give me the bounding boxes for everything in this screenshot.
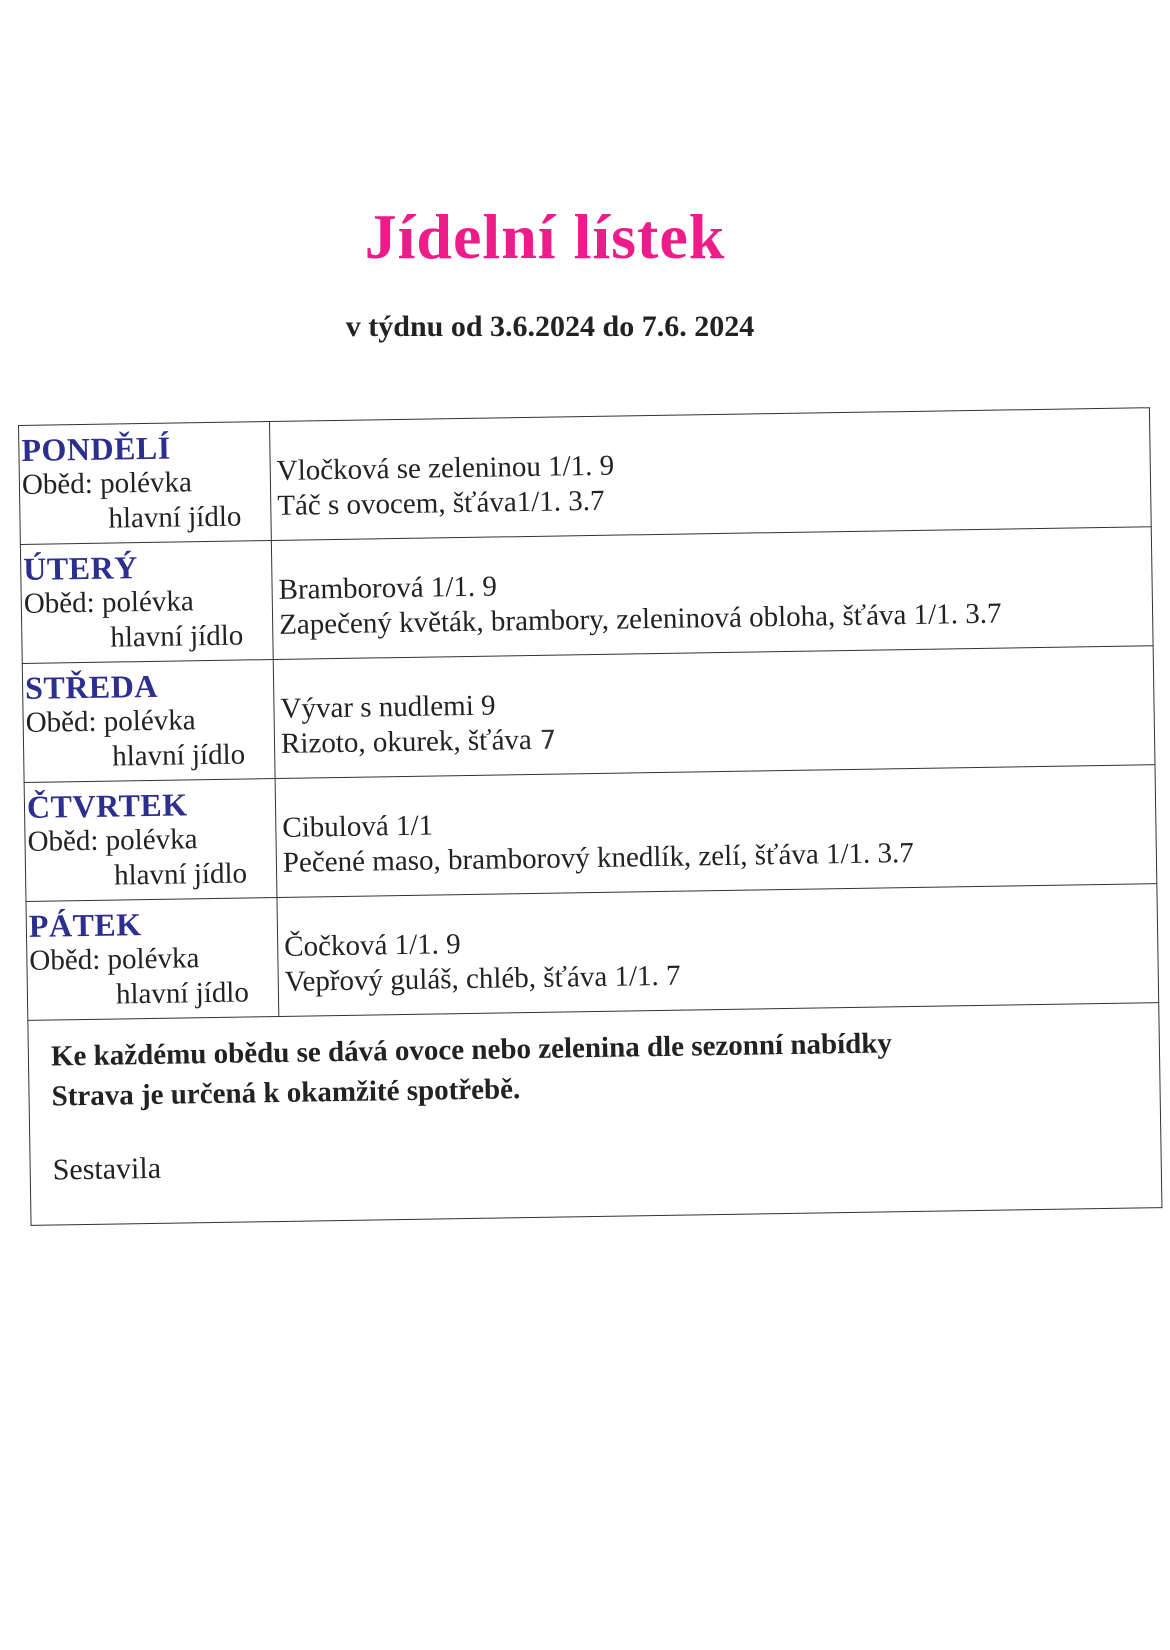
main-label: hlavní jídlo: [110, 619, 244, 654]
main-label: hlavní jídlo: [113, 857, 248, 892]
day-label-cell: [26, 897, 279, 1020]
soup-label: Oběd: polévka: [27, 823, 198, 858]
menu-sheet: [18, 407, 1162, 1226]
main-label: hlavní jídlo: [108, 500, 242, 535]
soup-label: Oběd: polévka: [25, 704, 196, 739]
day-name: PONDĚLÍ: [21, 429, 171, 468]
consumption-note: Strava je určená k okamžité spotřebě.: [51, 1073, 521, 1113]
page-title: Jídelní lístek: [364, 201, 726, 272]
soup-label: Oběd: polévka: [29, 942, 200, 977]
dish-cell: [269, 408, 1151, 541]
soup-dish: Cibulová 1/1: [282, 809, 434, 844]
main-dish: Táč s ovocem, šťáva1/1. 3.7: [277, 484, 605, 522]
day-row-friday: [26, 884, 1159, 1021]
footer-row: [28, 1003, 1162, 1226]
handwritten-allergen: 7: [539, 725, 557, 756]
fruit-note: Ke každému obědu se dává ovoce nebo zelenina dle sezonní nabídky: [50, 1027, 893, 1073]
day-label-cell: [24, 779, 277, 902]
main-dish-text: Rizoto, okurek, šťáva: [280, 723, 533, 760]
footer-cell: [28, 1003, 1162, 1226]
dish-cell: [277, 884, 1159, 1017]
day-row-tuesday: [20, 527, 1153, 664]
signature-label: Sestavila: [52, 1151, 162, 1187]
day-name: STŘEDA: [24, 667, 159, 706]
day-label-cell: [19, 422, 272, 545]
day-row-wednesday: [22, 646, 1155, 783]
day-label-cell: [22, 660, 275, 783]
day-name: ČTVRTEK: [26, 786, 188, 825]
main-dish: Zapečený květák, brambory, zeleninová obloha, šťáva 1/1. 3.7: [278, 597, 1002, 641]
soup-label: Oběd: polévka: [23, 585, 194, 620]
menu-table: [18, 407, 1162, 1226]
day-row-monday: [19, 408, 1152, 545]
dish-cell: [273, 646, 1155, 779]
soup-dish: Vývar s nudlemi 9: [280, 689, 496, 725]
main-dish: Pečené maso, bramborový knedlík, zelí, šťáva 1/1. 3.7: [282, 836, 914, 879]
day-name: ÚTERÝ: [22, 549, 139, 587]
soup-label: Oběd: polévka: [21, 466, 193, 501]
main-dish: Vepřový guláš, chléb, šťáva 1/1. 7: [284, 959, 681, 998]
soup-dish: Vločková se zeleninou 1/1. 9: [276, 449, 615, 487]
soup-dish: Čočková 1/1. 9: [283, 928, 461, 963]
dish-cell: [275, 765, 1157, 898]
day-label-cell: [20, 541, 273, 664]
day-row-thursday: [24, 765, 1157, 902]
week-range: v týdnu od 3.6.2024 do 7.6. 2024: [345, 310, 755, 343]
soup-dish: Bramborová 1/1. 9: [278, 570, 498, 606]
main-label: hlavní jídlo: [111, 738, 246, 773]
main-label: hlavní jídlo: [115, 976, 250, 1011]
dish-cell: [271, 527, 1153, 660]
day-name: PÁTEK: [28, 906, 142, 944]
